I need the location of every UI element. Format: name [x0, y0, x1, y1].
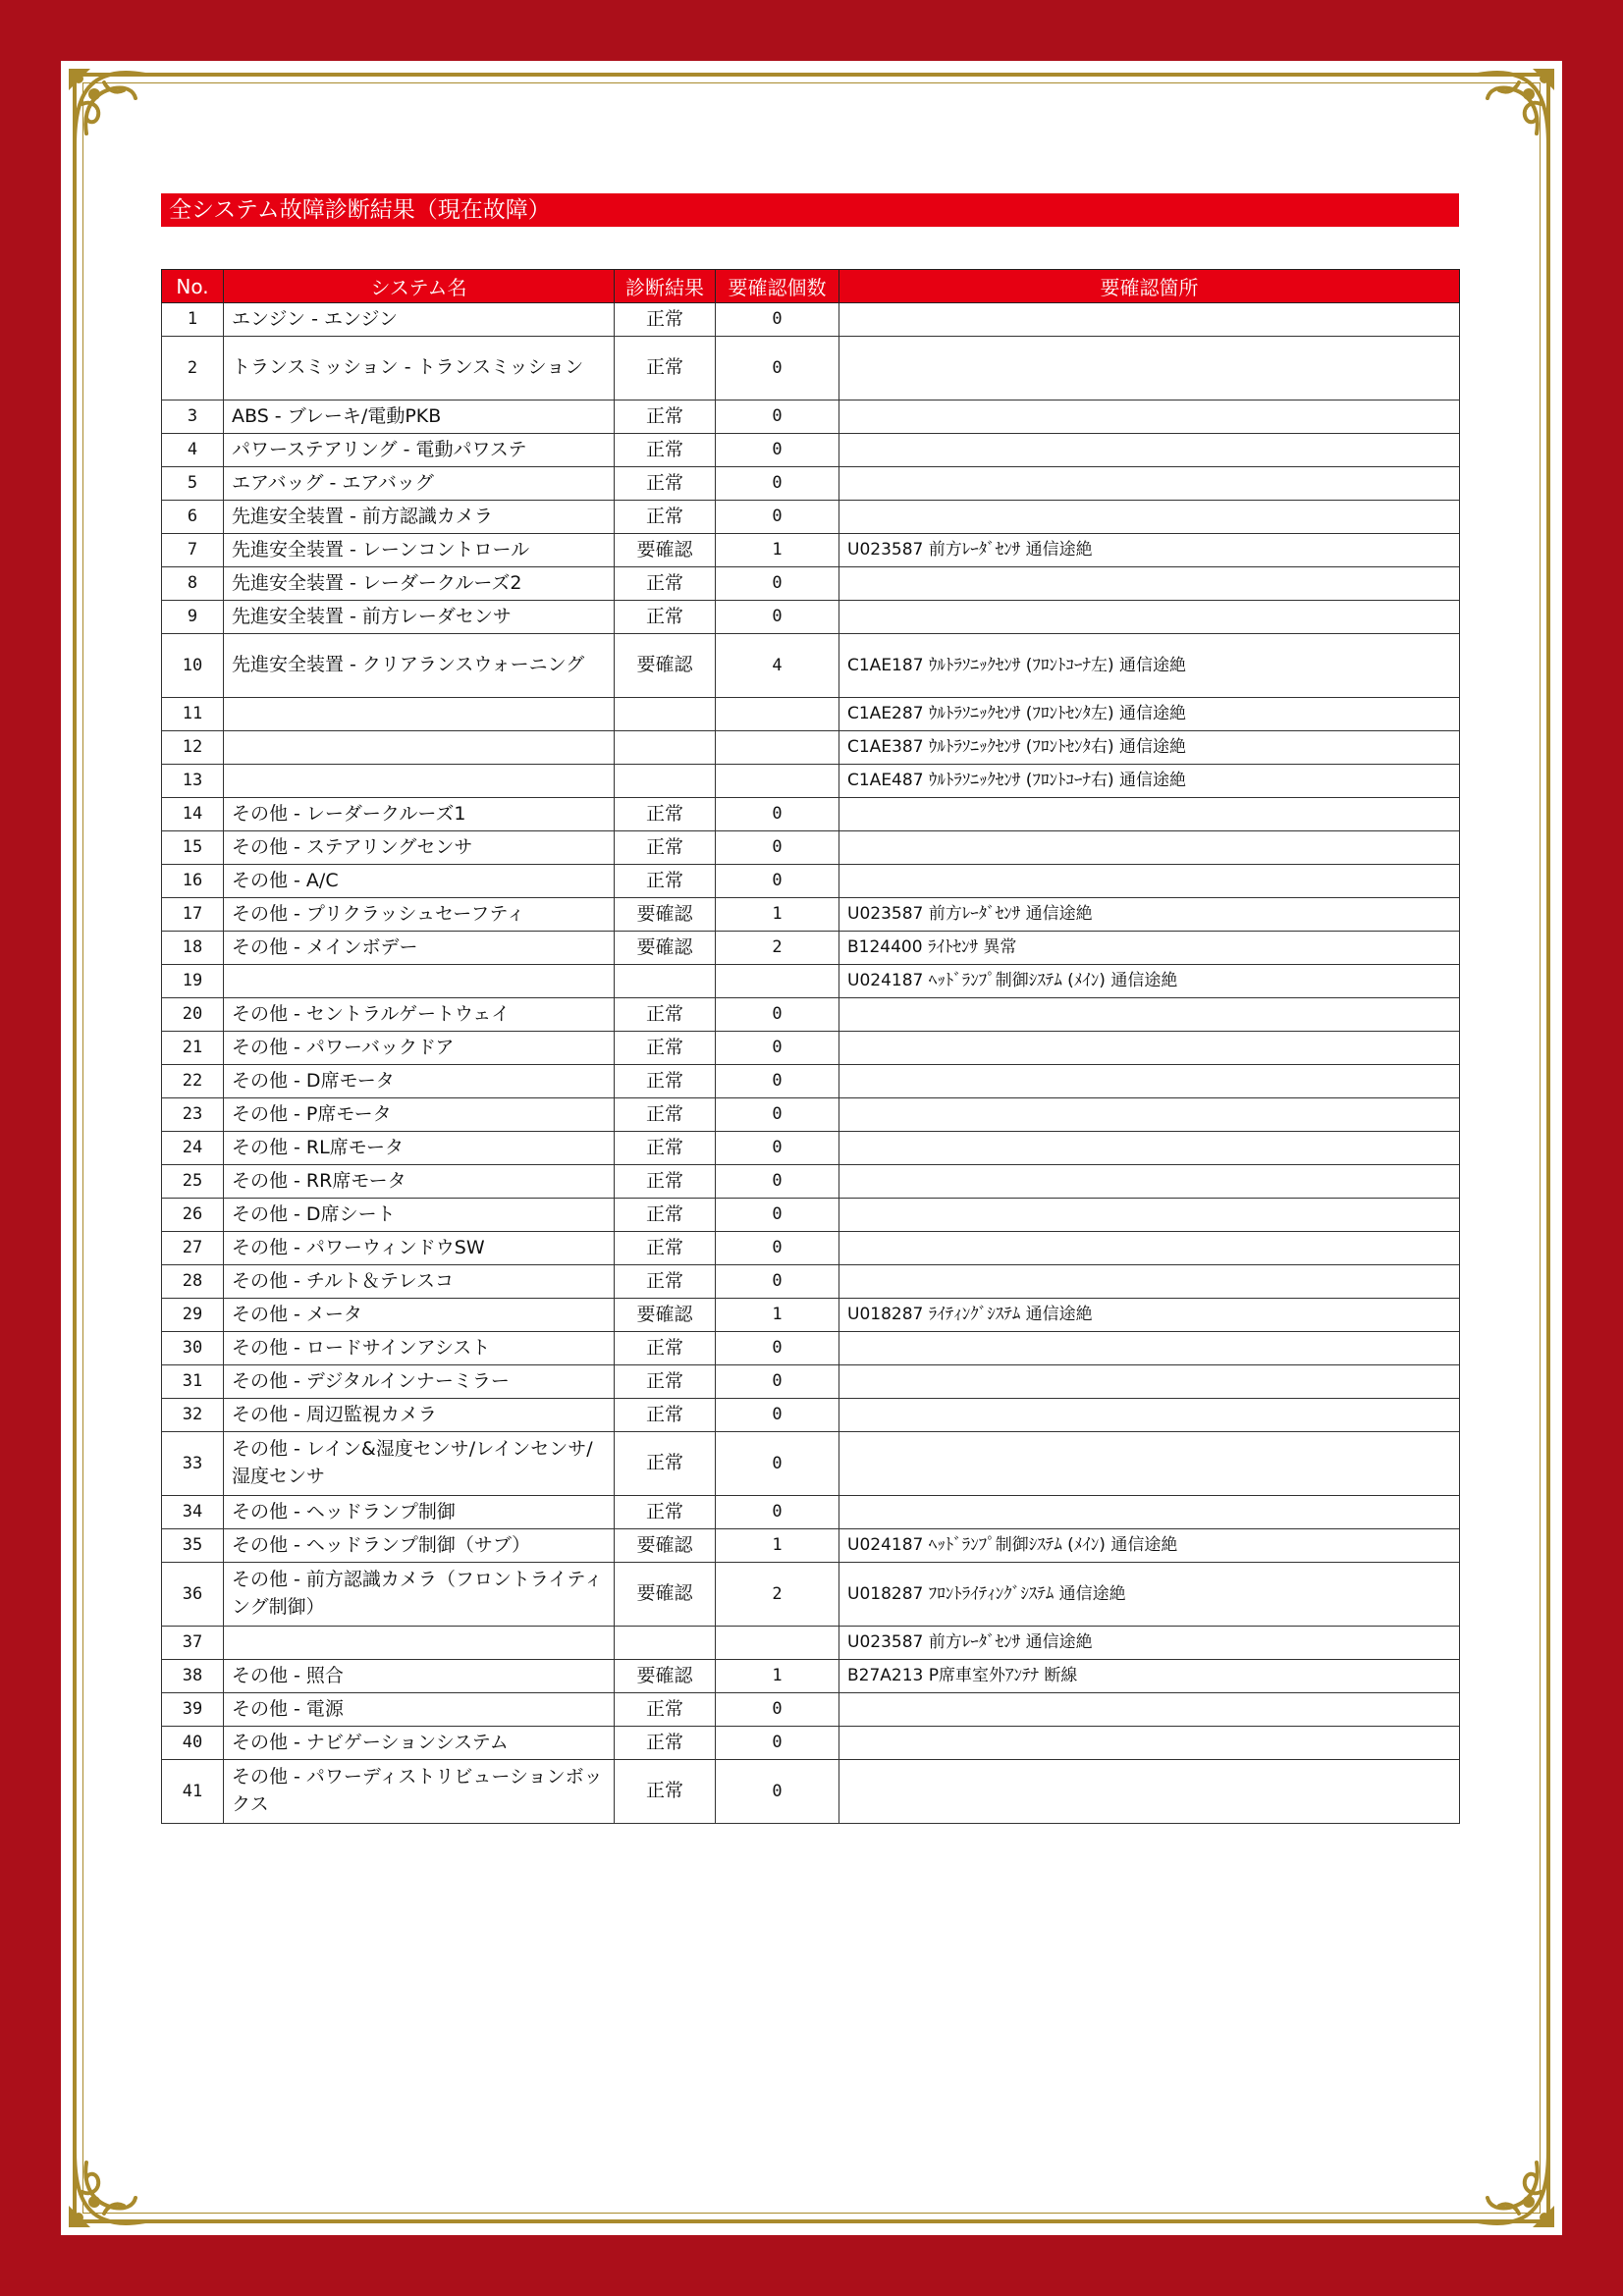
row-no: 19: [162, 965, 224, 998]
row-no: 15: [162, 831, 224, 865]
row-system-name: その他 - メータ: [224, 1299, 615, 1332]
row-check-detail: U023587 前方ﾚｰﾀﾞｾﾝｻ 通信途絶: [839, 534, 1460, 567]
row-diagnosis-result: 正常: [615, 831, 716, 865]
row-no: 7: [162, 534, 224, 567]
row-diagnosis-result: 正常: [615, 1727, 716, 1760]
row-diagnosis-result: 要確認: [615, 1299, 716, 1332]
row-system-name: その他 - パワーウィンドウSW: [224, 1232, 615, 1265]
row-check-detail: B124400 ﾗｲﾄｾﾝｻ 異常: [839, 932, 1460, 965]
row-no: 25: [162, 1165, 224, 1199]
table-row: [162, 601, 1460, 634]
row-system-name: パワーステアリング - 電動パワステ: [224, 434, 615, 467]
row-system-name: その他 - メインボデー: [224, 932, 615, 965]
row-system-name: その他 - 前方認識カメラ（フロントライティング制御）: [224, 1563, 615, 1627]
table-row: [162, 998, 1460, 1032]
row-check-detail: [839, 1365, 1460, 1399]
row-check-count: 1: [716, 898, 839, 932]
row-no: 30: [162, 1332, 224, 1365]
row-system-name: その他 - ヘッドランプ制御（サブ）: [224, 1529, 615, 1563]
row-check-detail: [839, 400, 1460, 434]
row-check-detail: [839, 303, 1460, 337]
table-row: [162, 865, 1460, 898]
row-system-name: その他 - 照合: [224, 1660, 615, 1693]
row-system-name: [224, 765, 615, 798]
row-no: 6: [162, 501, 224, 534]
row-no: 36: [162, 1563, 224, 1627]
row-check-count: 0: [716, 1693, 839, 1727]
row-check-count: 2: [716, 1563, 839, 1627]
row-no: 32: [162, 1399, 224, 1432]
table-row: [162, 634, 1460, 698]
row-check-count: 0: [716, 1727, 839, 1760]
row-diagnosis-result: 正常: [615, 998, 716, 1032]
row-diagnosis-result: 正常: [615, 400, 716, 434]
row-check-count: 0: [716, 1365, 839, 1399]
table-row: [162, 1432, 1460, 1496]
row-system-name: その他 - パワーディストリビューションボックス: [224, 1760, 615, 1824]
table-row: [162, 698, 1460, 731]
row-no: 4: [162, 434, 224, 467]
row-check-detail: [839, 1496, 1460, 1529]
row-check-count: 0: [716, 1165, 839, 1199]
row-check-count: 0: [716, 1760, 839, 1824]
table-row: [162, 1365, 1460, 1399]
row-check-detail: [839, 1132, 1460, 1165]
row-check-count: 0: [716, 501, 839, 534]
row-check-detail: U018287 ﾌﾛﾝﾄﾗｲﾃｨﾝｸﾞｼｽﾃﾑ 通信途絶: [839, 1563, 1460, 1627]
row-diagnosis-result: 要確認: [615, 1529, 716, 1563]
row-no: 37: [162, 1627, 224, 1660]
row-system-name: その他 - A/C: [224, 865, 615, 898]
row-check-count: 0: [716, 798, 839, 831]
row-no: 16: [162, 865, 224, 898]
row-system-name: 先進安全装置 - レーダークルーズ2: [224, 567, 615, 601]
row-diagnosis-result: 要確認: [615, 932, 716, 965]
row-diagnosis-result: 正常: [615, 1496, 716, 1529]
row-system-name: その他 - レーダークルーズ1: [224, 798, 615, 831]
row-diagnosis-result: 正常: [615, 1032, 716, 1065]
row-diagnosis-result: 正常: [615, 1098, 716, 1132]
row-no: 17: [162, 898, 224, 932]
row-system-name: その他 - D席モータ: [224, 1065, 615, 1098]
row-no: 39: [162, 1693, 224, 1727]
row-system-name: ABS - ブレーキ/電動PKB: [224, 400, 615, 434]
table-row: [162, 1132, 1460, 1165]
row-no: 26: [162, 1199, 224, 1232]
row-check-count: 0: [716, 1399, 839, 1432]
row-diagnosis-result: 正常: [615, 1132, 716, 1165]
row-no: 18: [162, 932, 224, 965]
row-diagnosis-result: 要確認: [615, 898, 716, 932]
row-check-detail: [839, 1165, 1460, 1199]
row-check-count: 0: [716, 1065, 839, 1098]
row-no: 22: [162, 1065, 224, 1098]
row-diagnosis-result: 正常: [615, 303, 716, 337]
table-row: [162, 1065, 1460, 1098]
row-check-count: 0: [716, 998, 839, 1032]
row-system-name: その他 - RR席モータ: [224, 1165, 615, 1199]
column-header-result: 診断結果: [615, 270, 716, 303]
table-row: [162, 765, 1460, 798]
row-no: 23: [162, 1098, 224, 1132]
row-diagnosis-result: 要確認: [615, 534, 716, 567]
row-no: 27: [162, 1232, 224, 1265]
table-row: [162, 1232, 1460, 1265]
row-no: 10: [162, 634, 224, 698]
row-system-name: [224, 1627, 615, 1660]
row-check-count: 0: [716, 1265, 839, 1299]
row-no: 14: [162, 798, 224, 831]
row-no: 5: [162, 467, 224, 501]
row-no: 24: [162, 1132, 224, 1165]
corner-ornament-icon: [65, 65, 155, 155]
row-no: 40: [162, 1727, 224, 1760]
row-check-detail: U018287 ﾗｲﾃｨﾝｸﾞｼｽﾃﾑ 通信途絶: [839, 1299, 1460, 1332]
row-system-name: その他 - RL席モータ: [224, 1132, 615, 1165]
row-system-name: 先進安全装置 - クリアランスウォーニング: [224, 634, 615, 698]
row-check-detail: B27A213 P席車室外ｱﾝﾃﾅ 断線: [839, 1660, 1460, 1693]
table-row: [162, 898, 1460, 932]
row-diagnosis-result: 正常: [615, 501, 716, 534]
table-row: [162, 1032, 1460, 1065]
table-row: [162, 1199, 1460, 1232]
row-system-name: エアバッグ - エアバッグ: [224, 467, 615, 501]
row-check-detail: [839, 1232, 1460, 1265]
row-system-name: [224, 731, 615, 765]
row-check-count: 0: [716, 865, 839, 898]
row-system-name: エンジン - エンジン: [224, 303, 615, 337]
row-check-count: 0: [716, 337, 839, 400]
row-no: 2: [162, 337, 224, 400]
table-header-row: [162, 270, 1460, 303]
row-check-detail: U023587 前方ﾚｰﾀﾞｾﾝｻ 通信途絶: [839, 898, 1460, 932]
table-row: [162, 567, 1460, 601]
row-check-count: 0: [716, 400, 839, 434]
column-header-no: No.: [162, 270, 224, 303]
row-system-name: その他 - セントラルゲートウェイ: [224, 998, 615, 1032]
table-row: [162, 1660, 1460, 1693]
report-sheet: [61, 61, 1562, 2235]
row-check-count: 0: [716, 1132, 839, 1165]
row-check-detail: U023587 前方ﾚｰﾀﾞｾﾝｻ 通信途絶: [839, 1627, 1460, 1660]
row-check-detail: C1AE187 ｳﾙﾄﾗｿﾆｯｸｾﾝｻ (ﾌﾛﾝﾄｺｰﾅ左) 通信途絶: [839, 634, 1460, 698]
row-system-name: その他 - ナビゲーションシステム: [224, 1727, 615, 1760]
row-check-count: 1: [716, 1299, 839, 1332]
row-system-name: その他 - 周辺監視カメラ: [224, 1399, 615, 1432]
table-row: [162, 932, 1460, 965]
row-check-detail: [839, 798, 1460, 831]
row-system-name: その他 - レイン&湿度センサ/レインセンサ/湿度センサ: [224, 1432, 615, 1496]
row-check-count: [716, 965, 839, 998]
table-row: [162, 965, 1460, 998]
row-diagnosis-result: [615, 1627, 716, 1660]
row-check-count: 0: [716, 1098, 839, 1132]
row-diagnosis-result: 正常: [615, 1199, 716, 1232]
row-check-count: 0: [716, 831, 839, 865]
row-system-name: その他 - デジタルインナーミラー: [224, 1365, 615, 1399]
table-row: [162, 831, 1460, 865]
row-diagnosis-result: 要確認: [615, 1563, 716, 1627]
row-check-detail: C1AE487 ｳﾙﾄﾗｿﾆｯｸｾﾝｻ (ﾌﾛﾝﾄｺｰﾅ右) 通信途絶: [839, 765, 1460, 798]
row-check-detail: [839, 865, 1460, 898]
corner-ornament-icon: [1468, 2141, 1558, 2231]
row-check-count: 0: [716, 601, 839, 634]
row-diagnosis-result: 正常: [615, 601, 716, 634]
row-check-count: [716, 731, 839, 765]
row-diagnosis-result: 正常: [615, 1232, 716, 1265]
table-row: [162, 434, 1460, 467]
table-row: [162, 1332, 1460, 1365]
row-no: 38: [162, 1660, 224, 1693]
row-check-detail: [839, 998, 1460, 1032]
row-no: 29: [162, 1299, 224, 1332]
row-check-detail: [839, 1098, 1460, 1132]
row-check-count: 1: [716, 1660, 839, 1693]
row-check-detail: [839, 1432, 1460, 1496]
column-header-detail: 要確認箇所: [839, 270, 1460, 303]
row-diagnosis-result: 正常: [615, 865, 716, 898]
row-system-name: その他 - P席モータ: [224, 1098, 615, 1132]
row-check-count: 0: [716, 1332, 839, 1365]
row-diagnosis-result: [615, 731, 716, 765]
diagnosis-table: [161, 269, 1460, 1824]
row-diagnosis-result: 正常: [615, 1365, 716, 1399]
row-check-detail: U024187 ﾍｯﾄﾞﾗﾝﾌﾟ制御ｼｽﾃﾑ (ﾒｲﾝ) 通信途絶: [839, 965, 1460, 998]
row-check-count: 0: [716, 567, 839, 601]
row-system-name: 先進安全装置 - 前方レーダセンサ: [224, 601, 615, 634]
row-no: 3: [162, 400, 224, 434]
row-diagnosis-result: [615, 698, 716, 731]
column-header-system: システム名: [224, 270, 615, 303]
table-row: [162, 1529, 1460, 1563]
row-no: 31: [162, 1365, 224, 1399]
table-row: [162, 501, 1460, 534]
row-check-detail: [839, 1065, 1460, 1098]
table-row: [162, 1760, 1460, 1824]
table-row: [162, 400, 1460, 434]
row-no: 20: [162, 998, 224, 1032]
table-row: [162, 1265, 1460, 1299]
table-row: [162, 1399, 1460, 1432]
row-diagnosis-result: [615, 765, 716, 798]
row-system-name: [224, 698, 615, 731]
row-check-detail: [839, 1032, 1460, 1065]
row-system-name: その他 - 電源: [224, 1693, 615, 1727]
row-diagnosis-result: 正常: [615, 1399, 716, 1432]
row-diagnosis-result: 正常: [615, 1693, 716, 1727]
row-diagnosis-result: 正常: [615, 1265, 716, 1299]
row-check-detail: C1AE287 ｳﾙﾄﾗｿﾆｯｸｾﾝｻ (ﾌﾛﾝﾄｾﾝﾀ左) 通信途絶: [839, 698, 1460, 731]
row-check-count: 0: [716, 434, 839, 467]
table-row: [162, 798, 1460, 831]
row-system-name: その他 - ヘッドランプ制御: [224, 1496, 615, 1529]
row-check-count: 0: [716, 467, 839, 501]
row-no: 13: [162, 765, 224, 798]
row-no: 1: [162, 303, 224, 337]
row-check-detail: [839, 831, 1460, 865]
row-check-count: [716, 698, 839, 731]
row-check-count: 0: [716, 1199, 839, 1232]
row-check-count: [716, 1627, 839, 1660]
row-check-count: [716, 765, 839, 798]
row-check-detail: [839, 501, 1460, 534]
table-row: [162, 1165, 1460, 1199]
row-system-name: その他 - ロードサインアシスト: [224, 1332, 615, 1365]
row-diagnosis-result: 要確認: [615, 1660, 716, 1693]
row-diagnosis-result: 正常: [615, 467, 716, 501]
row-no: 9: [162, 601, 224, 634]
row-check-detail: U024187 ﾍｯﾄﾞﾗﾝﾌﾟ制御ｼｽﾃﾑ (ﾒｲﾝ) 通信途絶: [839, 1529, 1460, 1563]
row-check-count: 4: [716, 634, 839, 698]
row-check-detail: [839, 1727, 1460, 1760]
row-check-count: 0: [716, 1232, 839, 1265]
row-system-name: その他 - プリクラッシュセーフティ: [224, 898, 615, 932]
row-check-detail: [839, 1760, 1460, 1824]
row-system-name: 先進安全装置 - レーンコントロール: [224, 534, 615, 567]
row-diagnosis-result: 正常: [615, 337, 716, 400]
table-row: [162, 1098, 1460, 1132]
row-system-name: その他 - ステアリングセンサ: [224, 831, 615, 865]
row-check-detail: C1AE387 ｳﾙﾄﾗｿﾆｯｸｾﾝｻ (ﾌﾛﾝﾄｾﾝﾀ右) 通信途絶: [839, 731, 1460, 765]
row-check-count: 0: [716, 1496, 839, 1529]
row-system-name: その他 - D席シート: [224, 1199, 615, 1232]
row-no: 11: [162, 698, 224, 731]
row-no: 12: [162, 731, 224, 765]
section-title: 全システム故障診断結果（現在故障）: [161, 193, 1459, 227]
table-row: [162, 1496, 1460, 1529]
row-check-count: 1: [716, 1529, 839, 1563]
row-check-detail: [839, 434, 1460, 467]
row-no: 35: [162, 1529, 224, 1563]
row-check-detail: [839, 1332, 1460, 1365]
row-system-name: トランスミッション - トランスミッション: [224, 337, 615, 400]
row-diagnosis-result: 正常: [615, 1432, 716, 1496]
row-no: 21: [162, 1032, 224, 1065]
row-system-name: [224, 965, 615, 998]
table-row: [162, 1627, 1460, 1660]
table-row: [162, 1727, 1460, 1760]
row-check-count: 0: [716, 1432, 839, 1496]
row-no: 28: [162, 1265, 224, 1299]
corner-ornament-icon: [1468, 65, 1558, 155]
column-header-count: 要確認個数: [716, 270, 839, 303]
row-check-count: 0: [716, 303, 839, 337]
row-check-detail: [839, 1399, 1460, 1432]
table-row: [162, 303, 1460, 337]
row-system-name: その他 - パワーバックドア: [224, 1032, 615, 1065]
table-row: [162, 467, 1460, 501]
table-row: [162, 731, 1460, 765]
row-diagnosis-result: [615, 965, 716, 998]
row-diagnosis-result: 正常: [615, 1065, 716, 1098]
row-diagnosis-result: 正常: [615, 1165, 716, 1199]
row-diagnosis-result: 要確認: [615, 634, 716, 698]
row-check-count: 0: [716, 1032, 839, 1065]
row-check-detail: [839, 1693, 1460, 1727]
row-diagnosis-result: 正常: [615, 567, 716, 601]
table-row: [162, 337, 1460, 400]
row-check-detail: [839, 567, 1460, 601]
row-check-detail: [839, 467, 1460, 501]
row-system-name: 先進安全装置 - 前方認識カメラ: [224, 501, 615, 534]
row-no: 33: [162, 1432, 224, 1496]
row-no: 41: [162, 1760, 224, 1824]
row-check-count: 1: [716, 534, 839, 567]
row-check-detail: [839, 1199, 1460, 1232]
row-diagnosis-result: 正常: [615, 1760, 716, 1824]
table-row: [162, 1563, 1460, 1627]
row-check-detail: [839, 337, 1460, 400]
row-no: 8: [162, 567, 224, 601]
row-check-count: 2: [716, 932, 839, 965]
corner-ornament-icon: [65, 2141, 155, 2231]
row-diagnosis-result: 正常: [615, 434, 716, 467]
table-row: [162, 1693, 1460, 1727]
row-system-name: その他 - チルト＆テレスコ: [224, 1265, 615, 1299]
row-check-detail: [839, 1265, 1460, 1299]
table-row: [162, 534, 1460, 567]
row-diagnosis-result: 正常: [615, 1332, 716, 1365]
row-no: 34: [162, 1496, 224, 1529]
row-check-detail: [839, 601, 1460, 634]
row-diagnosis-result: 正常: [615, 798, 716, 831]
table-row: [162, 1299, 1460, 1332]
